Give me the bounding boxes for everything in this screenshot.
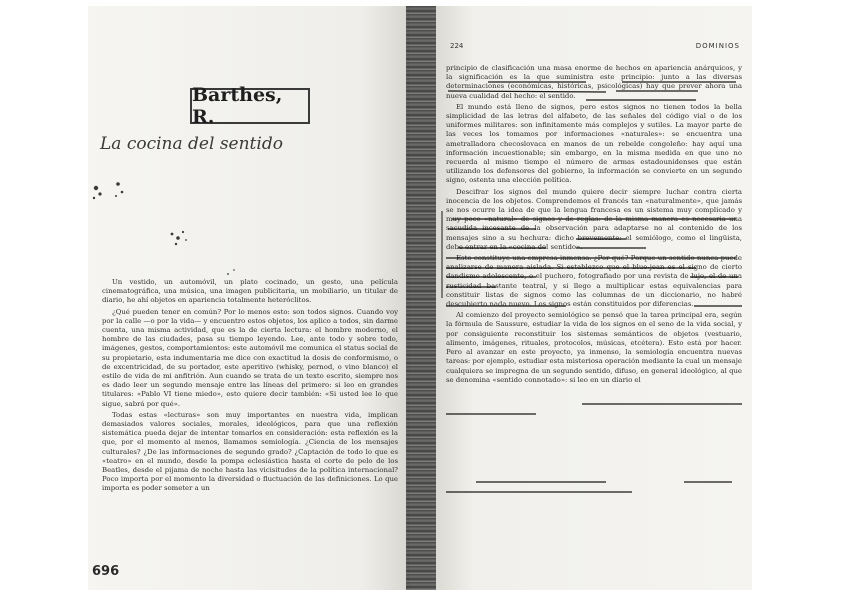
- paragraph: principio de clasificación una masa enorme de hechos en apariencia anárquicos, y la significación es la que suministra este principio: junto a las diversas determinaciones (económicas, históricas, psicológicas) hay que prever ahora una nueva cualidad del hecho: el sentido.: [446, 64, 742, 100]
- paragraph: Esto constituye una empresa inmensa. ¿Por qué? Porque un sentido nunca puede analizarse de manera aislada. Si establezco que el blue-jean es el signo de cierto dandismo adolescente, o el puchero, fotografiado por una revista de lujo, el de una rusticidad bastante teatral, y si llego a multiplicar estas equivalencias para constituir listas de signos como las columnas de un diccionario, no habré descubierto nada nuevo. Los signos están constituidos por diferencias.: [446, 254, 742, 309]
- paragraph: Un vestido, un automóvil, un plato cocinado, un gesto, una película cinematográfica, una música, una imagen publicitaria, un mobiliario, un titular de diario, he ahí objetos en apariencia totalmente heteróclitos.: [102, 278, 398, 305]
- page-number: 696: [92, 564, 120, 579]
- paragraph: El mundo está lleno de signos, pero estos signos no tienen todos la bella simplicidad de las letras del alfabeto, de las señales del código vial o de los uniformes militares: son infinitamente más complejos y sutiles. La mayor parte de las veces los tomamos por informaciones «naturales»: se encuentra una ametralladora checoslovaca en manos de un rebelde congoleño: hay aquí una información incuestionable; sin embargo, en la misma medida en que uno no recuerda al mismo tiempo el número de armas estadounidenses que están utilizando los defensores del gobierno, la información se convierte en un segundo signo, ostenta una elección política.: [446, 102, 742, 185]
- right-body-text: [446, 64, 742, 385]
- author-name-box: [190, 84, 310, 128]
- scan-specks: [88, 6, 410, 306]
- left-body-text: [102, 278, 398, 494]
- running-head: [448, 42, 740, 52]
- right-page: [436, 6, 752, 590]
- paragraph: Descifrar los signos del mundo quiere decir siempre luchar contra cierta inocencia de los objetos. Comprendemos el francés tan «naturalmente», que jamás se nos ocurre la idea de que la lengua francesa es un sistema muy complicado y muy poco «natural» de signos y de reglas: de la misma manera es necesaria una sacudida incesante de la observación para adaptarse no al contenido de los mensajes sino a su hechura: dicho brevemente: el semiólogo, como el lingüista, debe entrar en la «cocina del sentido».: [446, 187, 742, 251]
- folio: 224: [450, 42, 464, 50]
- paragraph: Todas estas «lecturas» son muy importantes en nuestra vida, implican demasiados valores sociales, morales, ideológicos, para que una reflexión sistemática pueda dejar de intentar tomarlos en consideración: esta reflexión es la que, por el momento al menos, llamamos semiología. ¿Ciencia de los mensajes culturales? ¿De las informaciones de segundo grado? ¿Captación de todo lo que es «teatro» en el mundo, desde la pompa eclesiástica hasta el corte de pelo de los Beatles, desde el pijama de noche hasta las vicisitudes de la política internacional? Poco importa por el momento la diversidad o fluctuación de las definiciones. Lo que importa es poder someter a un: [102, 410, 398, 493]
- paragraph: ¿Qué pueden tener en común? Por lo menos esto: son todos signos. Cuando voy por la calle —o por la vida— y encuentro estos objetos, los aplico a todos, sin darme cuenta, una misma actividad, que es la de cierta lectura: el hombre moderno, el hombre de las ciudades, pasa su tiempo leyendo. Lee, ante todo y sobre todo, imágenes, gestos, comportamientos: este automóvil me comunica el status social de su propietario, esta indumentaria me dice con exactitud la dosis de conformismo, o de excentricidad, de su portador, este aperitivo (whisky, pernod, o vino blanco) el estilo de vida de mi anfitrión. Aun cuando se trata de un texto escrito, siempre nos es dado leer un segundo mensaje entre las líneas del primero: si leo en grandes titulares: «Pablo VI tiene miedo», esto quiere decir también: «Si usted lee lo que sigue, sabrá por qué».: [102, 307, 398, 408]
- running-head-title: DOMINIOS: [695, 42, 740, 50]
- author-name: Barthes, R.: [192, 84, 283, 128]
- book-spread: [88, 6, 752, 590]
- book-gutter-shadow: [406, 6, 436, 590]
- chapter-title: La cocina del sentido: [100, 134, 283, 154]
- left-page: [88, 6, 410, 590]
- paragraph: Al comienzo del proyecto semiológico se pensó que la tarea principal era, según la fórmula de Saussure, estudiar la vida de los signos en el seno de la vida social, y por consiguiente reconstituir los sistemas semánticos de objetos (vestuario, alimento, imágenes, rituales, protocolos, músicas, etcétera). Esto está por hacer. Pero al avanzar en este proyecto, ya inmenso, la semiología encuentra nuevas tareas: por ejemplo, estudiar esta misteriosa operación mediante la cual un mensaje cualquiera se impregna de un segundo sentido, difuso, en general ideológico, al que se denomina «sentido connotado»: si leo en un diario el: [446, 311, 742, 384]
